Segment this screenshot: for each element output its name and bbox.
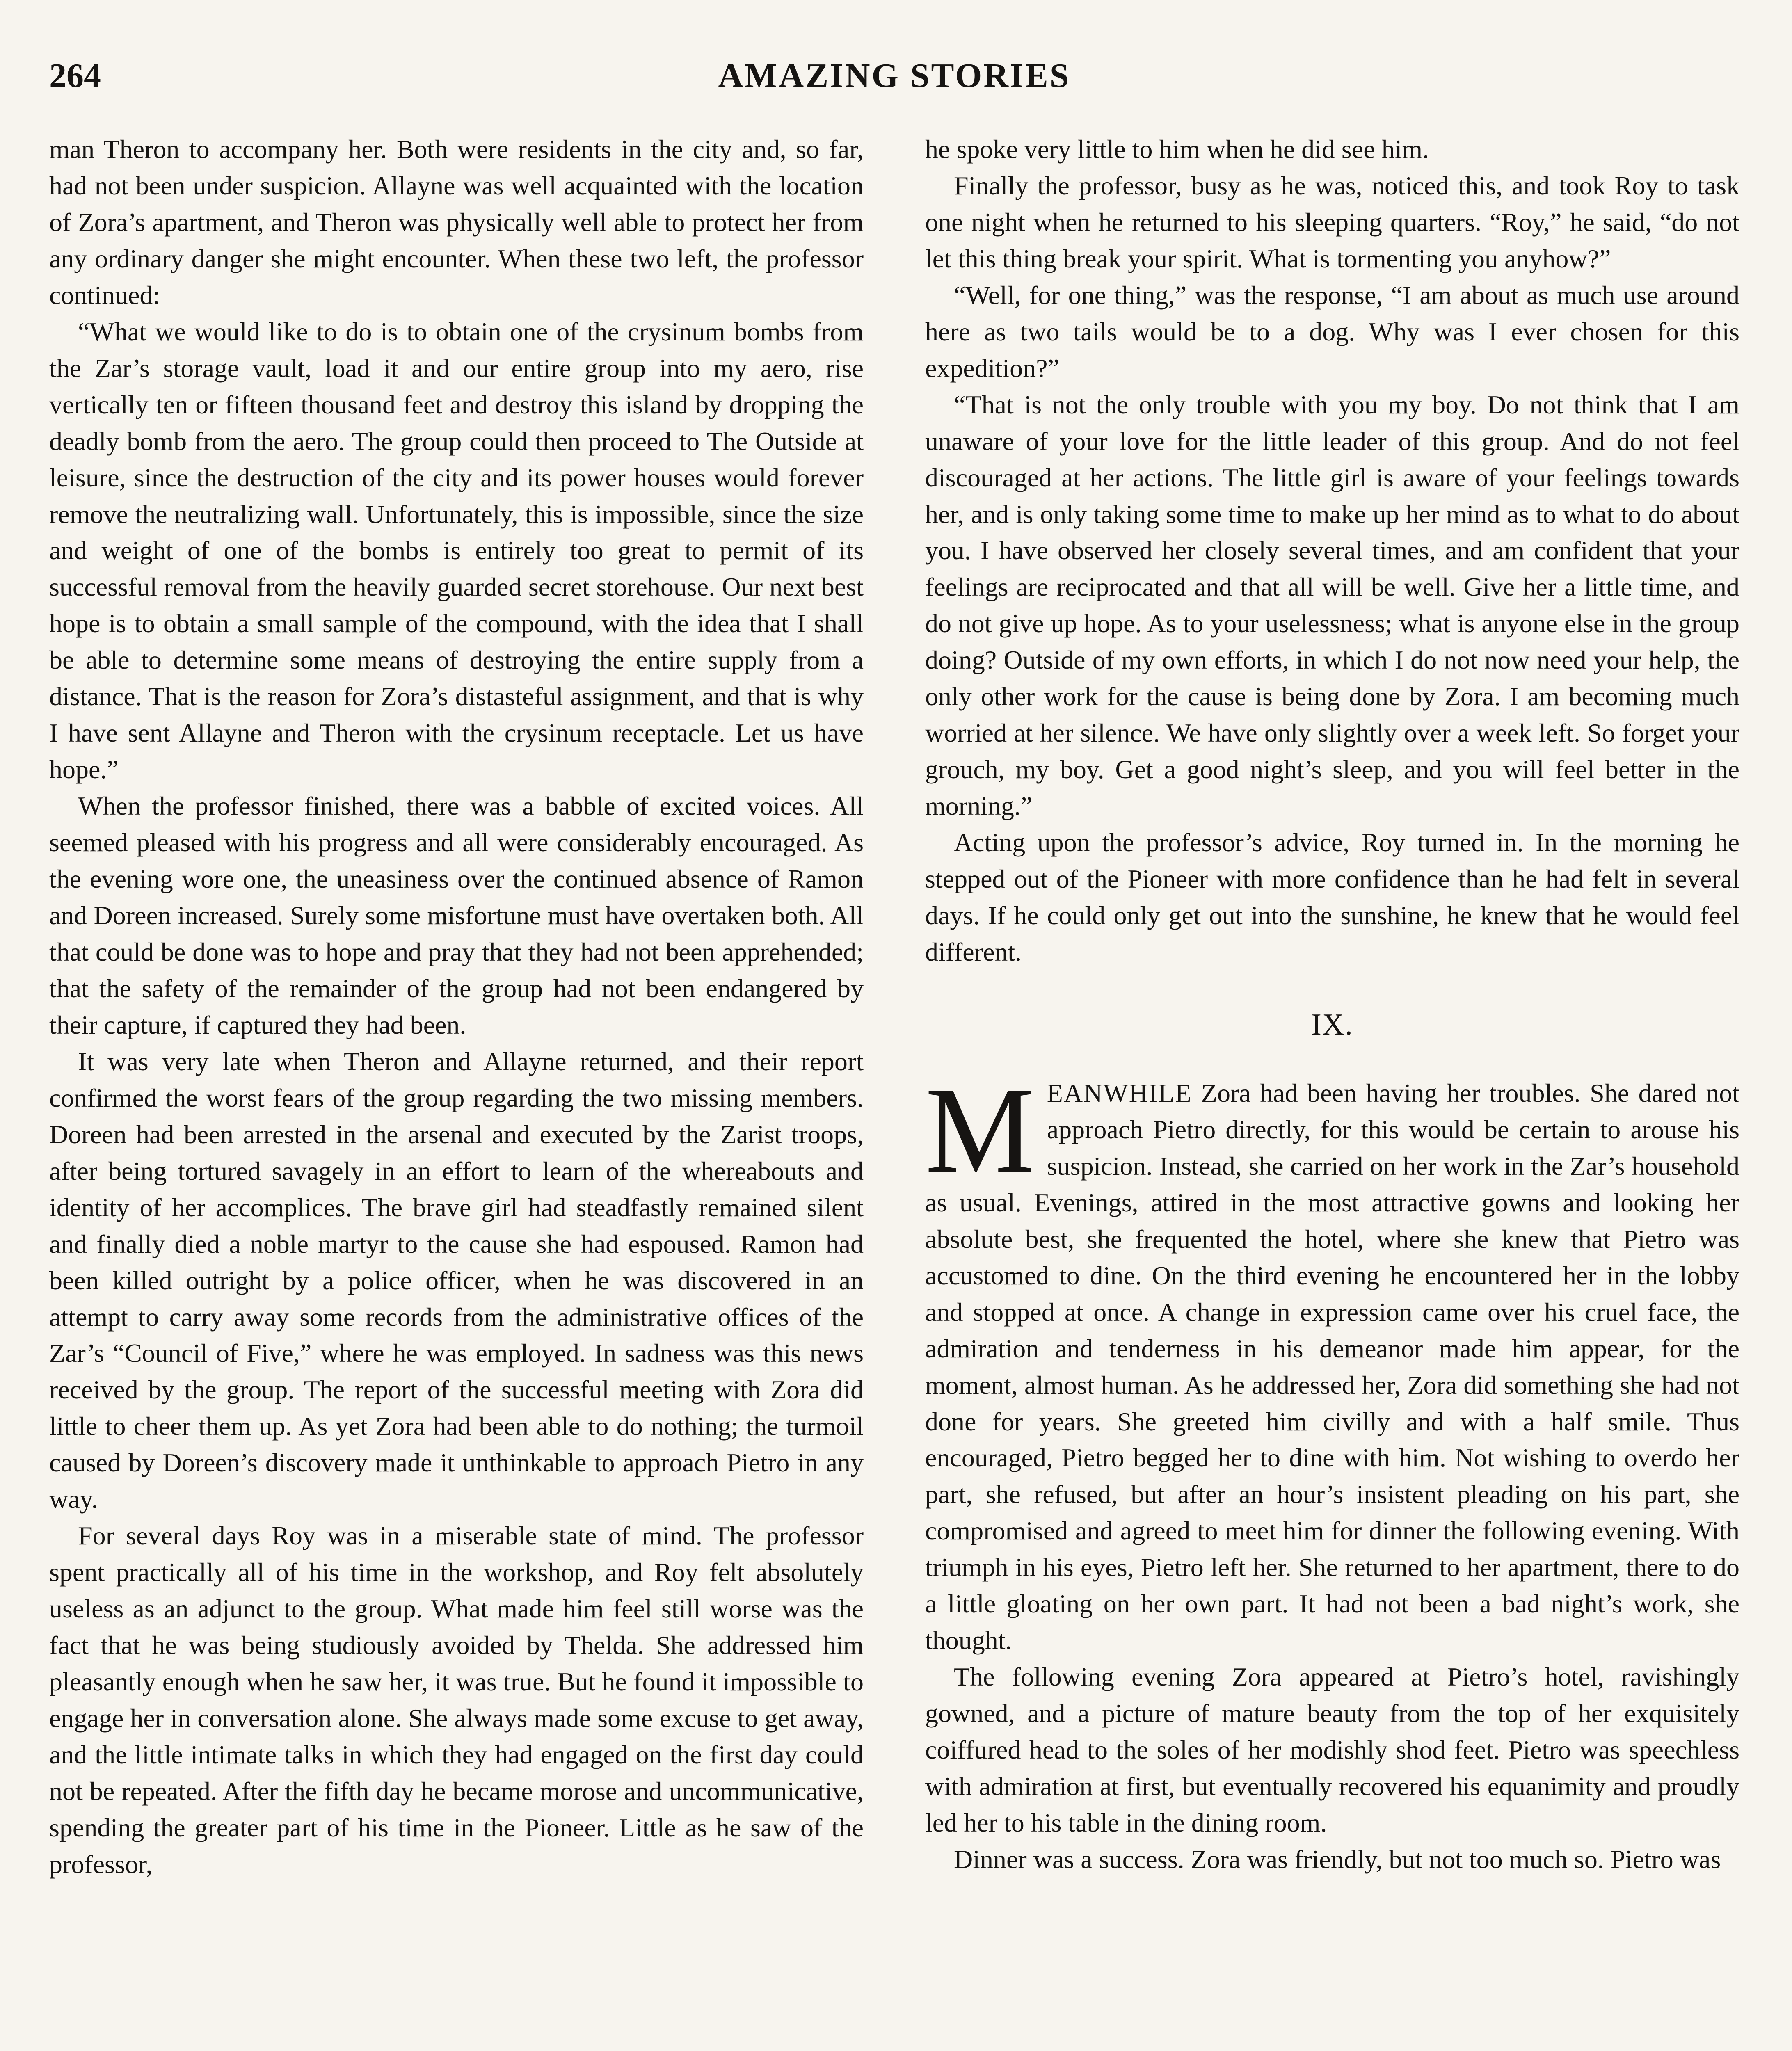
paragraph: Dinner was a success. Zora was friendly, but not too much so. Pietro was <box>954 1844 1721 1874</box>
magazine-title: AMAZING STORIES <box>718 57 1071 95</box>
chapter-first-paragraph-text: Zora had been having her troubles. She dared not approach Pietro directly, for this would be certain to arouse his suspicion. Instead, she carried on her work in the Zar’s household as usual. Evenings, attired in the most attractive gowns and looking her absolute best, she frequented the hotel, where she knew that Pietro was accustomed to dine. On the third evening he encountered her in the lobby and stopped at once. A change in expression came over his cruel face, the admiration and tenderness in his demeanor made him appear, for the moment, almost human. As he addressed her, Zora did something she had not done for years. She greeted him civilly and with a half smile. Thus encouraged, Pietro begged her to dine with him. Not wishing to overdo her part, she refused, but after an hour’s insistent pleading on his part, she compromised and agreed to meet him for dinner the following evening. With triumph in his eyes, Pietro left her. She returned to her apartment, there to do a little gloating on her own part. It had not been a bad night’s work, she thought. <box>925 1078 1739 1655</box>
page-header <box>49 49 1739 103</box>
paragraph: Finally the professor, busy as he was, noticed this, and took Roy to task one night when he returned to his sleeping quarters. “Roy,” he said, “do not let this thing break your spirit. What is tormenting you anyhow?” <box>925 171 1739 273</box>
paragraph: he spoke very little to him when he did see him. <box>925 135 1429 164</box>
drop-cap: M <box>925 1062 1035 1198</box>
paragraph: “What we would like to do is to obtain one of the crysinum bombs from the Zar’s storage vault, load it and our entire group into my aero, rise vertically ten or fifteen thousand feet and destroy this island by dropping the deadly bomb from the aero. The group could then proceed to The Outside at leisure, since the destruction of the city and its power houses would forever remove the neutralizing wall. Unfortunately, this is impossible, since the size and weight of one of the bombs is entirely too great to permit of its successful removal from the heavily guarded secret storehouse. Our next best hope is to obtain a small sample of the compound, with the idea that I shall be able to determine some means of destroying the entire supply from a distance. That is the reason for Zora’s distasteful assignment, and that is why I have sent Allayne and Theron with the crysinum receptacle. Let us have hope.” <box>49 317 864 784</box>
paragraph: When the professor finished, there was a babble of excited voices. All seemed pleased with his progress and all were considerably encouraged. As the evening wore one, the uneasiness over the continued absence of Ramon and Doreen increased. Surely some misfortune must have overtaken both. All that could be done was to hope and pray that they had not been apprehended; that the safety of the remainder of the group had not been endangered by their capture, if captured they had been. <box>49 791 864 1039</box>
paragraph: The following evening Zora appeared at Pietro’s hotel, ravishingly gowned, and a picture of mature beauty from the top of her exquisitely coiffured head to the soles of her modishly shod feet. Pietro was speechless with admiration at first, but eventually recovered his equanimity and proudly led her to his table in the dining room. <box>925 1662 1739 1837</box>
chapter-lead-word: EANWHILE <box>1047 1078 1192 1108</box>
text-columns <box>49 131 1739 2051</box>
right-column <box>925 131 1739 2051</box>
page-number: 264 <box>49 57 101 95</box>
magazine-page <box>49 49 1739 2051</box>
chapter-heading: IX. <box>1311 1007 1353 1041</box>
paragraph: Acting upon the professor’s advice, Roy turned in. In the morning he stepped out of the Pioneer with more confidence than he had felt in several days. If he could only get out into the sunshine, he knew that he would feel different. <box>925 828 1739 966</box>
paragraph: It was very late when Theron and Allayne returned, and their report confirmed the worst fears of the group regarding the two missing members. Doreen had been arrested in the arsenal and executed by the Zarist troops, after being tortured savagely in an effort to learn of the whereabouts and identity of her accomplices. The brave girl had steadfastly remained silent and finally died a noble martyr to the cause she had espoused. Ramon had been killed outright by a police officer, when he was discovered in an attempt to carry away some records from the administrative offices of the Zar’s “Council of Five,” where he was employed. In sadness was this news received by the group. The report of the successful meeting with Zora did little to cheer them up. As yet Zora had been able to do nothing; the turmoil caused by Doreen’s discovery made it unthinkable to approach Pietro in any way. <box>49 1046 864 1514</box>
paragraph: “Well, for one thing,” was the response, “I am about as much use around here as two tails would be to a dog. Why was I ever chosen for this expedition?” <box>925 280 1739 383</box>
paragraph: man Theron to accompany her. Both were residents in the city and, so far, had not been under suspicion. Allayne was well acquainted with the location of Zora’s apartment, and Theron was physically well able to protect her from any ordinary danger she might encounter. When these two left, the professor continued: <box>49 135 864 310</box>
paragraph: For several days Roy was in a miserable state of mind. The professor spent practically all of his time in the workshop, and Roy felt absolutely useless as an adjunct to the group. What made him feel still worse was the fact that he was being studiously avoided by Thelda. She addressed him pleasantly enough when he saw her, it was true. But he found it impossible to engage her in conversation alone. She always made some excuse to get away, and the little intimate talks in which they had engaged on the first day could not be repeated. After the fifth day he became morose and uncommunicative, spending the greater part of his time in the Pioneer. Little as he saw of the professor, <box>49 1521 864 1879</box>
paragraph: “That is not the only trouble with you my boy. Do not think that I am unaware of your love for the little leader of this group. And do not feel discouraged at her actions. The little girl is aware of your feelings towards her, and is only taking some time to make up her mind as to what to do about you. I have observed her closely several times, and am confident that your feelings are reciprocated and that all will be well. Give her a little time, and do not give up hope. As to your uselessness; what is anyone else in the group doing? Outside of my own efforts, in which I do not now need your help, the only other work for the cause is being done by Zora. I am becoming much worried at her silence. We have only slightly over a week left. So forget your grouch, my boy. Get a good night’s sleep, and you will feel better in the morning.” <box>925 390 1739 821</box>
chapter-first-paragraph <box>925 1062 1739 1659</box>
left-column <box>49 131 864 2051</box>
